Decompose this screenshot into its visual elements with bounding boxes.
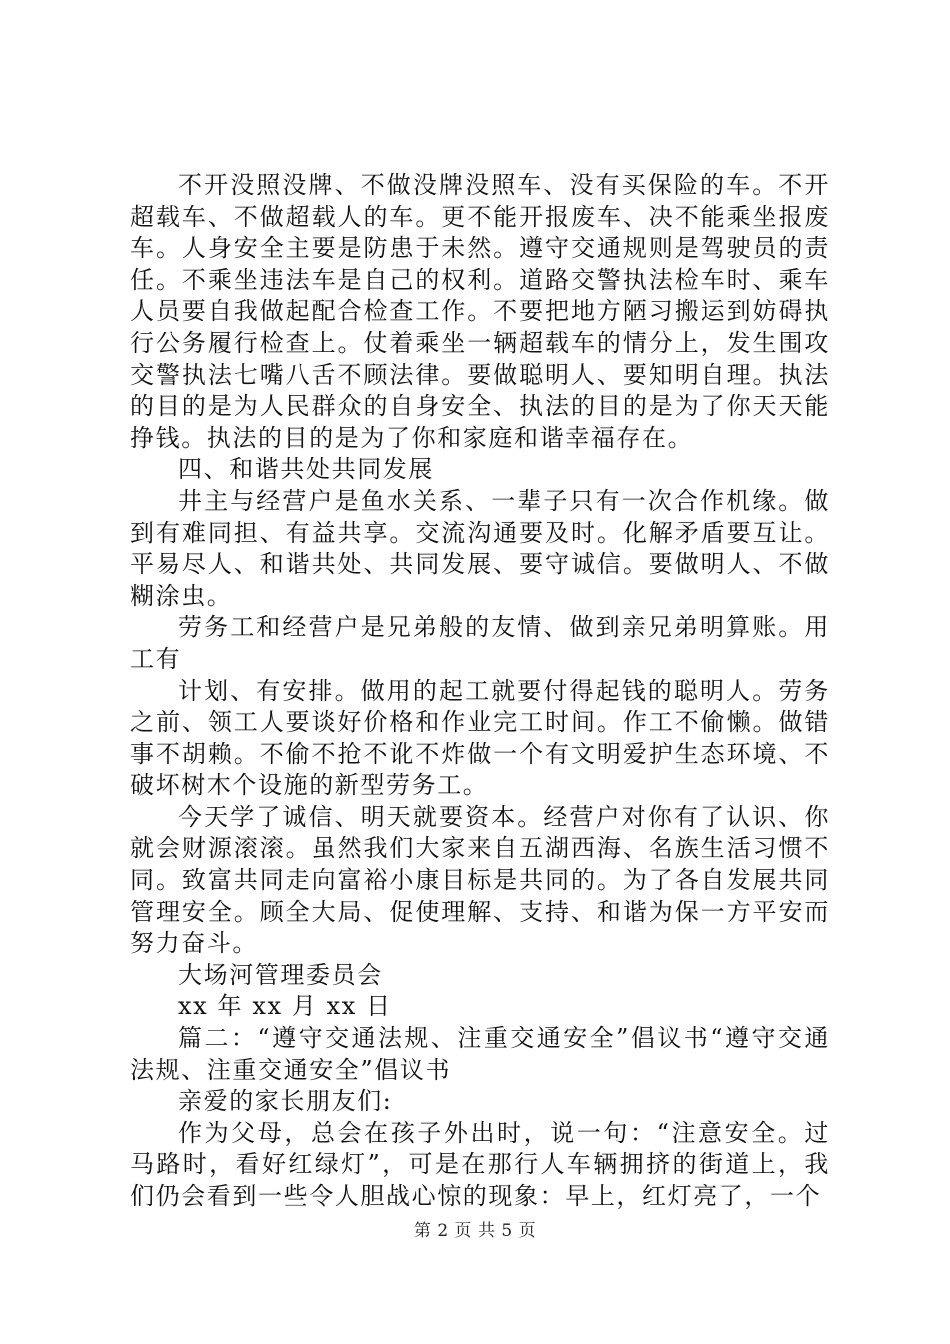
paragraph-traffic-rules: 不开没照没牌、不做没牌没照车、没有买保险的车。不开超载车、不做超载人的车。更不能开报废车、决不能乘坐报废车。人身安全主要是防患于未然。遵守交通规则是驾驶员的责任。不乘坐违法车是自己的权利。道路交警执法检车时、乘车人员要自我做起配合检查工作。不要把地方陋习搬运到妨碍执行公务履行检查上。仗着乘坐一辆超载车的情分上，发生围攻交警执法七嘴八舌不顾法律。要做聪明人、要知明自理。执法的目的是为人民群众的自身安全、执法的目的是为了你天天能挣钱。执法的目的是为了你和家庭和谐幸福存在。	[130, 171, 830, 452]
page-number-footer: 第 2 页 共 5 页	[413, 1221, 537, 1241]
paragraph-mine-owner-relations: 井主与经营户是鱼水关系、一辈子只有一次合作机缘。做到有难同担、有益共享。交流沟通要及时。化解矛盾要互让。平易尽人、和谐共处、共同发展、要守诚信。要做明人、不做糊涂虫。	[130, 486, 830, 610]
paragraph-integrity: 今天学了诚信、明天就要资本。经营户对你有了认识、你就会财源滚滚。虽然我们大家来自五湖西海、名族生活习惯不同。致富共同走向富裕小康目标是共同的。为了各自发展共同管理安全。顾全大局、促使理解、支持、和谐为保一方平安而努力奋斗。	[130, 802, 830, 958]
paragraph-parents: 作为父母，总会在孩子外出时，说一句：“注意安全。过马路时，看好红绿灯”，可是在那行人车辆拥挤的街道上，我们仍会看到一些令人胆战心惊的现象：早上，红灯亮了，一个	[130, 1118, 830, 1210]
signature-committee: 大场河管理委员会	[178, 960, 383, 989]
signature-date: xx 年 xx 月 xx 日	[178, 992, 392, 1021]
section-title-proposal: 篇二：“遵守交通法规、注重交通安全”倡议书“遵守交通法规、注重交通安全”倡议书	[130, 1024, 830, 1084]
document-body	[130, 170, 830, 1213]
paragraph-labor-workers: 劳务工和经营户是兄弟般的友情、做到亲兄弟明算账。用工有	[130, 613, 830, 673]
section-heading-harmony: 四、和谐共处共同发展	[178, 455, 434, 484]
salutation: 亲爱的家长朋友们:	[178, 1087, 393, 1116]
paragraph-labor-plan: 计划、有安排。做用的起工就要付得起钱的聪明人。劳务之前、领工人要谈好价格和作业完工时间。作工不偷懒。做错事不胡赖。不偷不抢不讹不炸做一个有文明爱护生态环境、不破坏树木个设施的新型劳务工。	[130, 676, 830, 800]
